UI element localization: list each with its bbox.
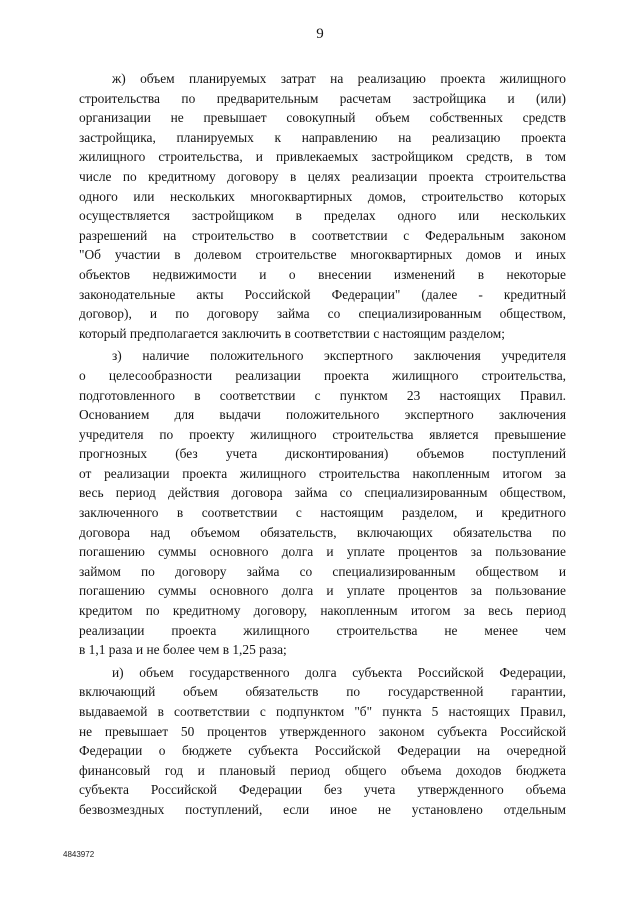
text-line: Федерации о бюджете субъекта Российской Федерации на очередной bbox=[79, 743, 566, 759]
text-line: ж) объем планируемых затрат на реализацию проекта жилищного bbox=[112, 71, 566, 86]
text-line: реализации проекта жилищного строительства не менее чем bbox=[79, 622, 566, 638]
page-number: 9 bbox=[316, 26, 324, 42]
text-line: Основанием для выдачи положительного экспертного заключения bbox=[79, 407, 566, 423]
text-line: займом по договору займа со специализированным обществом и bbox=[79, 563, 566, 579]
paragraph-i bbox=[79, 663, 566, 820]
text-line: объектов недвижимости и о внесении изменений в некоторые bbox=[79, 266, 566, 282]
text-line: погашению суммы основного долга и уплате процентов за пользование bbox=[79, 544, 566, 560]
document-code: 4843972 bbox=[63, 850, 95, 859]
text-line: и) объем государственного долга субъекта Российской Федерации, bbox=[112, 664, 566, 680]
paragraph-z bbox=[79, 346, 566, 660]
text-line: включающий объем обязательств по государственной гарантии, bbox=[79, 684, 566, 700]
text-line: учредителя по проекту жилищного строительства является превышение bbox=[79, 426, 566, 442]
text-line: кредитом по кредитному договору, накопленным итогом за весь период bbox=[79, 603, 566, 619]
text-line: осуществляется застройщиком в пределах одного или нескольких bbox=[79, 208, 566, 224]
text-line: числе по кредитному договору в целях реализации проекта строительства bbox=[79, 168, 566, 184]
text-line: законодательные акты Российской Федерации" (далее - кредитный bbox=[79, 286, 566, 302]
document-body bbox=[79, 69, 566, 823]
text-line: организации не превышает совокупный объем собственных средств bbox=[79, 110, 566, 126]
text-line: одного или нескольких многоквартирных домов, строительство которых bbox=[79, 188, 566, 204]
text-line: строительства по предварительным расчетам застройщика и (или) bbox=[79, 90, 566, 106]
text-line: "Об участии в долевом строительстве многоквартирных домов и иных bbox=[79, 247, 566, 263]
text-line: подготовленного в соответствии с пунктом 23 настоящих Правил. bbox=[79, 387, 566, 403]
text-line: договор), и по договору займа со специализированным обществом, bbox=[79, 306, 566, 322]
text-line: выдаваемой в соответствии с подпунктом "б" пункта 5 настоящих Правил, bbox=[79, 704, 566, 719]
text-line: о целесообразности реализации проекта жилищного строительства, bbox=[79, 367, 566, 383]
text-line: погашению суммы основного долга и уплате процентов за пользование bbox=[79, 583, 566, 599]
text-line: безвозмездных поступлений, если иное не установлено отдельным bbox=[79, 801, 566, 817]
text-line: субъекта Российской Федерации без учета утвержденного объема bbox=[79, 782, 566, 798]
text-line: жилищного строительства, и привлекаемых застройщиком средств, в том bbox=[79, 149, 566, 165]
text-line: в 1,1 раза и не более чем в 1,25 раза; bbox=[79, 642, 287, 658]
text-line: финансовый год и плановый период общего объема доходов бюджета bbox=[79, 762, 566, 778]
text-line: весь период действия договора займа со специализированным обществом, bbox=[79, 485, 566, 501]
text-line: от реализации проекта жилищного строительства накопленным итогом за bbox=[79, 465, 566, 481]
text-line: разрешений на строительство в соответствии с Федеральным законом bbox=[79, 227, 566, 243]
text-line: застройщика, планируемых к направлению на реализацию проекта bbox=[79, 129, 566, 145]
text-line: заключенного в соответствии с настоящим разделом, и кредитного bbox=[79, 505, 566, 521]
paragraph-zh bbox=[79, 69, 566, 343]
text-line: прогнозных (без учета дисконтирования) объемов поступлений bbox=[79, 446, 566, 462]
text-line: з) наличие положительного экспертного заключения учредителя bbox=[112, 348, 566, 364]
text-line: который предполагается заключить в соответствии с настоящим разделом; bbox=[79, 325, 505, 341]
text-line: не превышает 50 процентов утвержденного законом субъекта Российской bbox=[79, 723, 566, 739]
text-line: договора над объемом обязательств, включающих обязательства по bbox=[79, 524, 566, 540]
